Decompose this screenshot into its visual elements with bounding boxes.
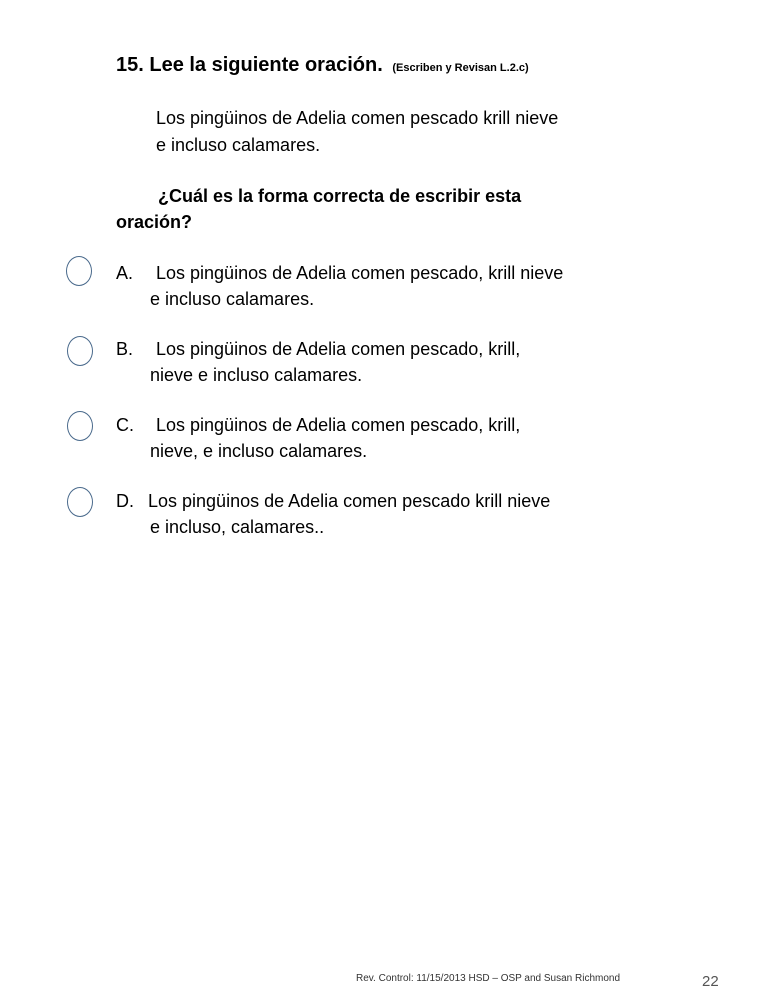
option-d-line-1: Los pingüinos de Adelia comen pescado krill nieve: [148, 491, 551, 511]
sentence-line-1: Los pingüinos de Adelia comen pescado krill nieve: [156, 108, 559, 128]
footer-text: Rev. Control: 11/15/2013 HSD – OSP and Susan Richmond: [356, 973, 621, 984]
answer-bubble-c[interactable]: [67, 411, 93, 441]
option-b-letter: B.: [116, 339, 134, 359]
option-b-line-2: nieve e incluso calamares.: [150, 365, 363, 385]
question-title-text: 15. Lee la siguiente oración.: [116, 54, 383, 76]
option-a-line-1: Los pingüinos de Adelia comen pescado, krill nieve: [156, 263, 564, 283]
option-a-line-2: e incluso calamares.: [150, 289, 315, 309]
page-number: 22: [702, 973, 719, 990]
sentence-line-2: e incluso calamares.: [156, 135, 321, 155]
option-a-letter: A.: [116, 263, 134, 283]
question-source: (Escriben y Revisan L.2.c): [392, 62, 529, 74]
answer-bubble-a[interactable]: [66, 256, 92, 286]
answer-bubble-b[interactable]: [67, 336, 93, 366]
option-d-line-2: e incluso, calamares..: [150, 517, 325, 537]
question-title: [116, 54, 529, 77]
option-c-line-2: nieve, e incluso calamares.: [150, 441, 368, 461]
option-b-line-1: Los pingüinos de Adelia comen pescado, krill,: [156, 339, 521, 359]
answer-bubble-d[interactable]: [67, 487, 93, 517]
option-c-line-1: Los pingüinos de Adelia comen pescado, krill,: [156, 415, 521, 435]
prompt-line-2: oración?: [116, 212, 193, 232]
prompt-line-1: ¿Cuál es la forma correcta de escribir esta: [158, 186, 522, 206]
option-c-letter: C.: [116, 415, 134, 435]
option-d-letter: D.: [116, 491, 134, 511]
